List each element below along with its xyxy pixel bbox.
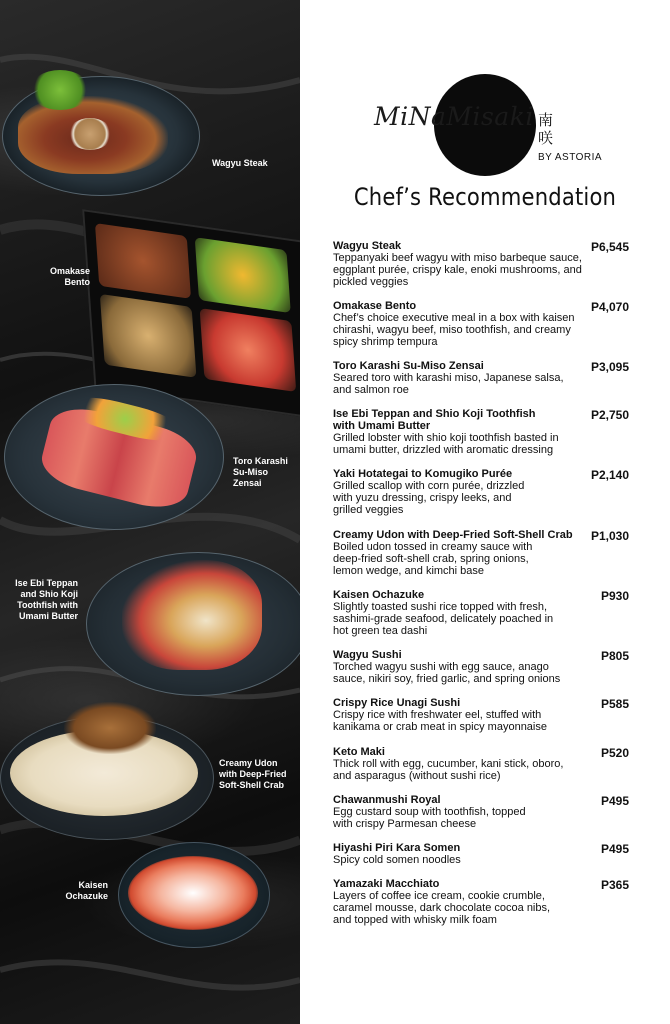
caption-kaisen-ochazuke: Kaisen Ochazuke xyxy=(65,880,108,901)
menu-item-description: Spicy cold somen noodles xyxy=(333,854,461,866)
menu-item-description: Grilled scallop with corn purée, drizzled with yuzu dressing, crispy leeks, and grilled veggies xyxy=(333,480,525,516)
menu-item-name: Wagyu Steak xyxy=(333,240,402,252)
menu-item-name: Yaki Hotategai to Komugiko Purée xyxy=(333,468,513,480)
menu-item-name: Toro Karashi Su-Miso Zensai xyxy=(333,360,484,372)
sauce-bowl xyxy=(68,118,112,150)
caption-toro-karashi: Toro Karashi Su-Miso Zensai xyxy=(233,456,288,488)
food-photo-panel xyxy=(0,0,300,1024)
menu-item-price: P2,140 xyxy=(590,468,629,482)
page-title: Chef’s Recommendation xyxy=(353,183,617,211)
menu-item-description: Grilled lobster with shio koji toothfish basted in umami butter, drizzled with aromatic dressing xyxy=(333,432,559,456)
menu-item-price: P365 xyxy=(600,878,629,892)
soft-shell-crab xyxy=(64,702,156,754)
menu-item xyxy=(333,878,629,926)
menu-item xyxy=(333,842,629,866)
menu-item-name: Kaisen Ochazuke xyxy=(333,589,425,601)
menu-item-price: P3,095 xyxy=(590,360,629,374)
menu-item-description: Torched wagyu sushi with egg sauce, anago sauce, nikiri soy, fried garlic, and spring onions xyxy=(333,661,561,685)
menu-item-description: Chef’s choice executive meal in a box with kaisen chirashi, wagyu beef, miso toothfish, and creamy spicy shrimp tempura xyxy=(333,312,575,348)
menu-item xyxy=(333,697,629,733)
menu-item-description: Seared toro with karashi miso, Japanese salsa, and salmon roe xyxy=(333,372,564,396)
menu-item-price: P495 xyxy=(600,842,629,856)
menu-item xyxy=(333,300,629,348)
menu-item-name: Crispy Rice Unagi Sushi xyxy=(333,697,461,709)
menu-item-price: P520 xyxy=(600,746,629,760)
menu-item xyxy=(333,408,629,456)
menu-item-name: Keto Maki xyxy=(333,746,385,758)
menu-item-name: Hiyashi Piri Kara Somen xyxy=(333,842,461,854)
menu-item-name: Wagyu Sushi xyxy=(333,649,402,661)
menu-item-name: Chawanmushi Royal xyxy=(333,794,441,806)
menu-item-price: P4,070 xyxy=(590,300,629,314)
menu-item-name: Yamazaki Macchiato xyxy=(333,878,440,890)
menu-item-description: Boiled udon tossed in creamy sauce with deep-fried soft-shell crab, spring onions, lemon wedge, and kimchi base xyxy=(333,541,533,577)
lettuce-garnish xyxy=(30,70,90,110)
logo-script-text: MiNaMisaki xyxy=(374,102,534,131)
menu-item-price: P805 xyxy=(600,649,629,663)
caption-ise-ebi: Ise Ebi Teppan and Shio Koji Toothfish with Umami Butter xyxy=(15,578,78,621)
menu-item-description: Layers of coffee ice cream, cookie crumble, caramel mousse, dark chocolate cocoa nibs, and topped with whisky milk foam xyxy=(333,890,551,926)
menu-item-price: P930 xyxy=(600,589,629,603)
menu-item-name: Creamy Udon with Deep-Fried Soft-Shell Crab xyxy=(333,529,573,541)
kaisen-seafood xyxy=(128,856,258,930)
caption-wagyu-steak: Wagyu Steak xyxy=(212,158,268,168)
menu-item-price: P6,545 xyxy=(590,240,629,254)
menu-item-price: P585 xyxy=(600,697,629,711)
logo-kanji: 南咲 xyxy=(538,111,554,147)
logo-by-line: BY ASTORIA xyxy=(538,152,603,163)
menu-item-price: P495 xyxy=(600,794,629,808)
lobster-toothfish-food xyxy=(122,560,262,670)
menu-item xyxy=(333,360,629,396)
menu-item-name: Omakase Bento xyxy=(333,300,417,312)
menu-item xyxy=(333,649,629,685)
menu-item xyxy=(333,529,629,577)
menu-item-description: Crispy rice with freshwater eel, stuffed with kanikama or crab meat in spicy mayonnaise xyxy=(333,709,547,733)
menu-item-description: Thick roll with egg, cucumber, kani stick, oboro, and asparagus (without sushi rice) xyxy=(333,758,564,782)
caption-omakase-bento: Omakase Bento xyxy=(49,266,90,287)
menu-item-description: Slightly toasted sushi rice topped with fresh, sashimi-grade seafood, delicately poached in hot green tea dashi xyxy=(333,601,554,637)
menu-item-description: Teppanyaki beef wagyu with miso barbeque sauce, eggplant purée, crispy kale, enoki mushrooms, and pickled veggies xyxy=(333,252,582,288)
menu-item xyxy=(333,240,629,288)
menu-item-name: Ise Ebi Teppan and Shio Koji Toothfish with Umami Butter xyxy=(333,408,536,432)
menu-item-price: P1,030 xyxy=(590,529,629,543)
menu-item xyxy=(333,746,629,782)
menu-item-price: P2,750 xyxy=(590,408,629,422)
menu-item xyxy=(333,468,629,516)
menu-item xyxy=(333,589,629,637)
menu-item xyxy=(333,794,629,830)
menu-item-description: Egg custard soup with toothfish, topped with crispy Parmesan cheese xyxy=(333,806,526,830)
caption-creamy-udon: Creamy Udon with Deep-Fried Soft-Shell Crab xyxy=(219,758,287,790)
brand-logo xyxy=(372,68,612,178)
